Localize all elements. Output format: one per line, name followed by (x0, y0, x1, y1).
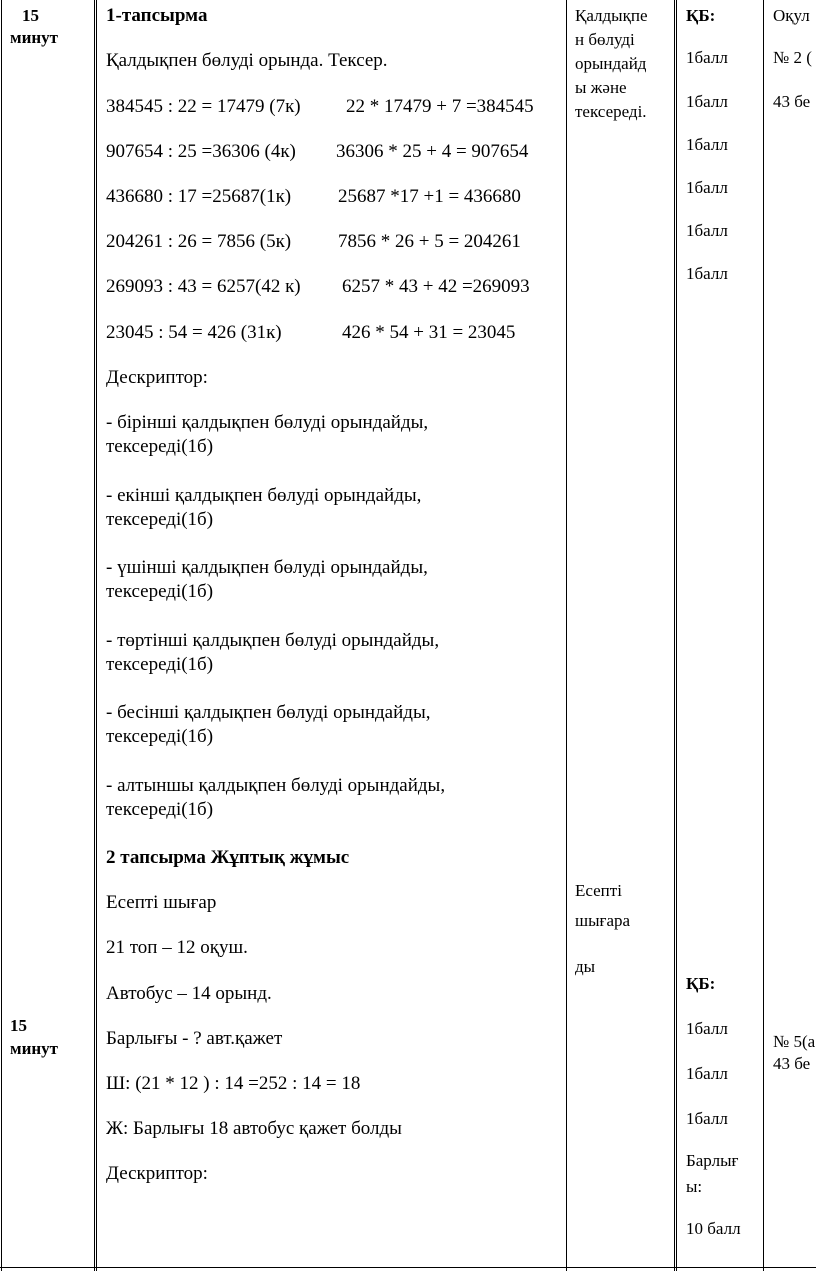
score-label-2: ҚБ: (686, 974, 716, 993)
table-border-bottom (0, 1267, 816, 1268)
score-5: 1балл (686, 221, 728, 240)
time-1-unit: минут (10, 28, 59, 47)
resource-line-3: 43 бе (773, 92, 811, 111)
descriptor-4-line-2: тексереді(1б) (106, 654, 214, 675)
division-line-5: 269093 : 43 = 6257(42 к) (106, 276, 301, 297)
check-line-1: 22 * 17479 + 7 =384545 (346, 96, 534, 117)
score-7: 1балл (686, 1019, 728, 1038)
outcome-2-line-2: шығара (575, 911, 631, 930)
score-label-1: ҚБ: (686, 6, 716, 25)
column-divider-2 (566, 0, 567, 1271)
outcome-1-line-4: ы және (575, 78, 627, 97)
descriptor-3-line-1: - үшінші қалдықпен бөлуді орындайды, (106, 557, 428, 578)
descriptor-2-line-2: тексереді(1б) (106, 509, 214, 530)
task-1-instruction: Қалдықпен бөлуді орында. Тексер. (106, 50, 388, 71)
division-line-2: 907654 : 25 =36306 (4к) (106, 141, 296, 162)
division-line-6: 23045 : 54 = 426 (31к) (106, 322, 282, 343)
descriptor-4-line-1: - төртінші қалдықпен бөлуді орындайды, (106, 630, 440, 651)
resource-line-5: 43 бе (773, 1054, 811, 1073)
check-line-2: 36306 * 25 + 4 = 907654 (336, 141, 529, 162)
descriptor-5-line-2: тексереді(1б) (106, 726, 214, 747)
check-line-3: 25687 *17 +1 = 436680 (338, 186, 521, 207)
resource-line-1: Оқул (773, 6, 810, 25)
column-divider-3 (674, 0, 677, 1271)
score-8: 1балл (686, 1064, 728, 1083)
descriptor-1-line-1: - бірінші қалдықпен бөлуді орындайды, (106, 412, 429, 433)
task-2-line-3: Барлығы - ? авт.қажет (106, 1028, 283, 1049)
descriptor-5-line-1: - бесінші қалдықпен бөлуді орындайды, (106, 702, 431, 723)
task-2-line-2: Автобус – 14 орынд. (106, 983, 272, 1004)
task-1-descriptor-label: Дескриптор: (106, 367, 208, 388)
descriptor-3-line-2: тексереді(1б) (106, 581, 214, 602)
check-line-5: 6257 * 43 + 42 =269093 (342, 276, 530, 297)
descriptor-2-line-1: - екінші қалдықпен бөлуді орындайды, (106, 485, 422, 506)
task-2-line-1: 21 топ – 12 оқуш. (106, 937, 248, 958)
score-9: 1балл (686, 1109, 728, 1128)
time-2-number: 15 (10, 1016, 27, 1035)
descriptor-1-line-2: тексереді(1б) (106, 436, 214, 457)
task-1-title: 1-тапсырма (106, 5, 208, 26)
score-3: 1балл (686, 135, 728, 154)
descriptor-6-line-2: тексереді(1б) (106, 799, 214, 820)
score-2: 1балл (686, 92, 728, 111)
outcome-2-line-1: Есепті (575, 881, 622, 900)
total-value: 10 балл (686, 1219, 741, 1238)
table-border-left (1, 0, 2, 1271)
division-line-4: 204261 : 26 = 7856 (5к) (106, 231, 292, 252)
check-line-6: 426 * 54 + 31 = 23045 (342, 322, 516, 343)
column-divider-1 (94, 0, 97, 1271)
time-1-number: 15 (22, 6, 39, 25)
outcome-1-line-1: Қалдықпе (575, 6, 648, 25)
outcome-1-line-2: н бөлуді (575, 30, 635, 49)
task-2-line-5: Ж: Барлығы 18 автобус қажет болды (106, 1118, 402, 1139)
time-2-unit: минут (10, 1039, 59, 1058)
division-line-1: 384545 : 22 = 17479 (7к) (106, 96, 301, 117)
score-6: 1балл (686, 264, 728, 283)
total-label-line-1: Барлығ (686, 1151, 739, 1170)
outcome-1-line-5: тексереді. (575, 102, 647, 121)
resources-column (764, 0, 816, 1267)
task-2-descriptor-label: Дескриптор: (106, 1163, 208, 1184)
task-2-instruction: Есепті шығар (106, 892, 217, 913)
outcome-2-line-3: ды (575, 957, 596, 976)
total-label-line-2: ы: (686, 1177, 703, 1196)
check-line-4: 7856 * 26 + 5 = 204261 (338, 231, 521, 252)
task-2-line-4: Ш: (21 * 12 ) : 14 =252 : 14 = 18 (106, 1073, 361, 1094)
outcome-1-line-3: орындайд (575, 54, 647, 73)
task-2-title: 2 тапсырма Жұптық жұмыс (106, 847, 350, 868)
score-4: 1балл (686, 178, 728, 197)
descriptor-6-line-1: - алтыншы қалдықпен бөлуді орындайды, (106, 775, 446, 796)
division-line-3: 436680 : 17 =25687(1к) (106, 186, 292, 207)
score-1: 1балл (686, 48, 728, 67)
resource-line-2: № 2 ( (773, 48, 812, 67)
resource-line-4: № 5(а (773, 1032, 816, 1051)
